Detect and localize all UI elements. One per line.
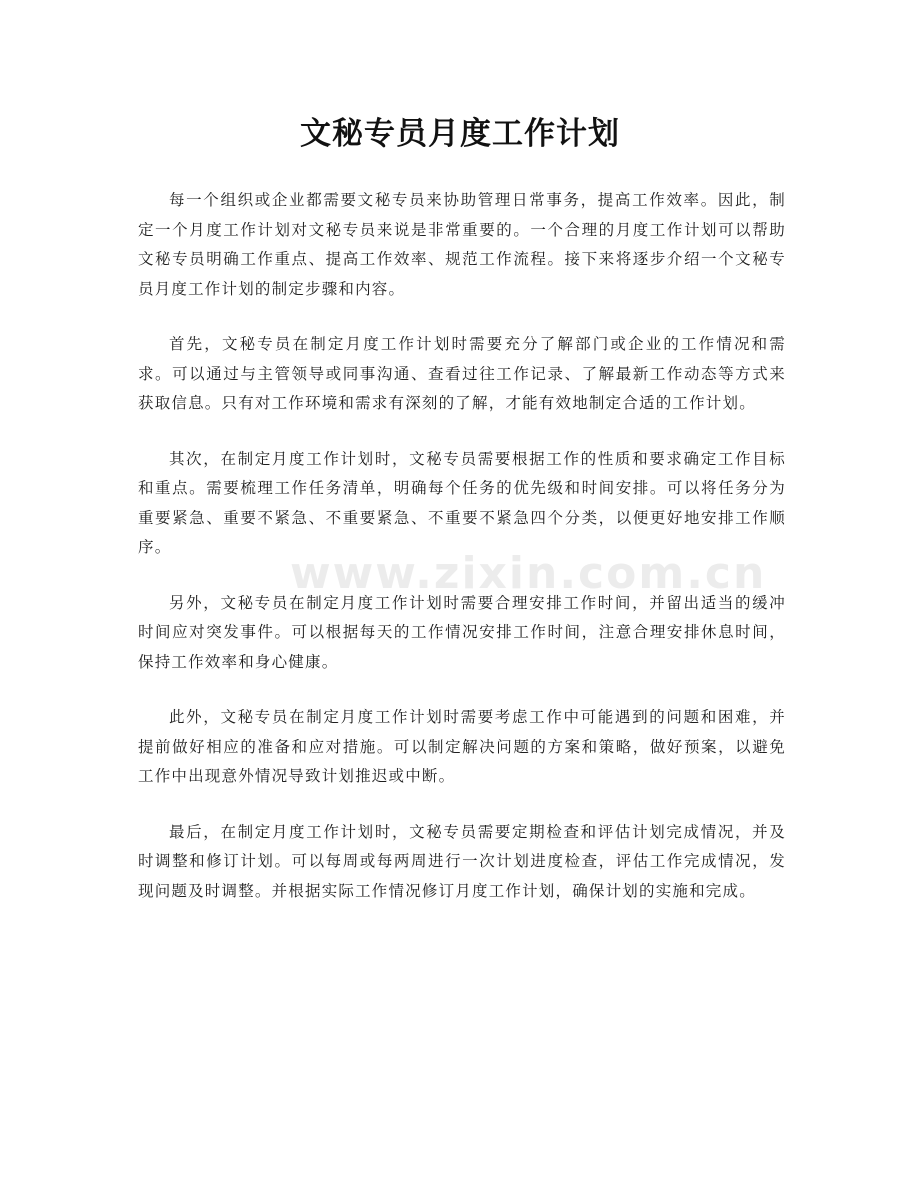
paragraph-intro: 每一个组织或企业都需要文秘专员来协助管理日常事务，提高工作效率。因此，制定一个月度工作计划对文秘专员来说是非常重要的。一个合理的月度工作计划可以帮助文秘专员明确工作重点、提高工作效率、规范工作流程。接下来将逐步介绍一个文秘专员月度工作计划的制定步骤和内容。: [138, 191, 786, 298]
document-title: 文秘专员月度工作计划: [300, 116, 620, 152]
paragraph-third: 另外，文秘专员在制定月度工作计划时需要合理安排工作时间，并留出适当的缓冲时间应对突发事件。可以根据每天的工作情况安排工作时间，注意合理安排休息时间，保持工作效率和身心健康。: [138, 593, 786, 671]
watermark: www.zixin.com.cn: [290, 548, 767, 599]
paragraph-first: 首先，文秘专员在制定月度工作计划时需要充分了解部门或企业的工作情况和需求。可以通过与主管领导或同事沟通、查看过往工作记录、了解最新工作动态等方式来获取信息。只有对工作环境和需求有深刻的了解，才能有效地制定合适的工作计划。: [138, 335, 786, 412]
paragraph-fourth: 此外，文秘专员在制定月度工作计划时需要考虑工作中可能遇到的问题和困难，并提前做好相应的准备和应对措施。可以制定解决问题的方案和策略，做好预案，以避免工作中出现意外情况导致计划推迟或中断。: [138, 708, 786, 785]
document-body: [138, 186, 786, 932]
paragraph-second: 其次，在制定月度工作计划时，文秘专员需要根据工作的性质和要求确定工作目标和重点。需要梳理工作任务清单，明确每个任务的优先级和时间安排。可以将任务分为重要紧急、重要不紧急、不重要紧急、不重要不紧急四个分类，以便更好地安排工作顺序。: [138, 449, 786, 556]
paragraph-last: 最后，在制定月度工作计划时，文秘专员需要定期检查和评估计划完成情况，并及时调整和修订计划。可以每周或每两周进行一次计划进度检查，评估工作完成情况，发现问题及时调整。并根据实际工作情况修订月度工作计划，确保计划的实施和完成。: [138, 822, 786, 900]
